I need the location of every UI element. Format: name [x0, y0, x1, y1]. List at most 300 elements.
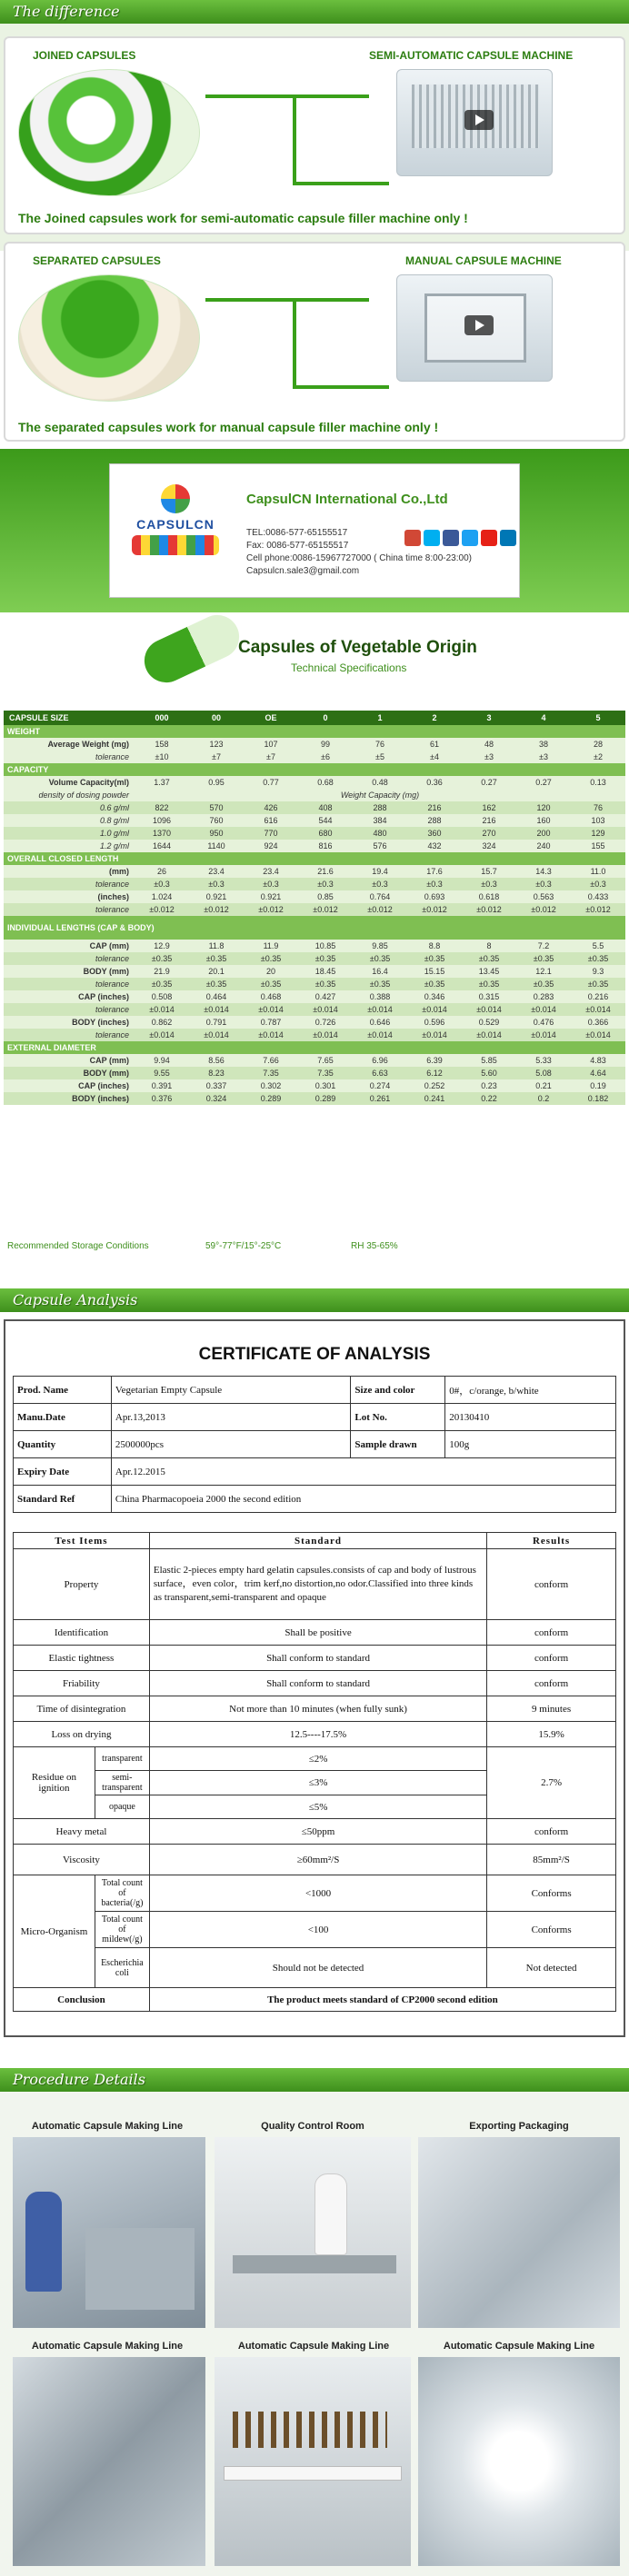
- table-cell: 103: [571, 814, 625, 827]
- skype-icon[interactable]: [424, 530, 440, 546]
- table-cell: ±0.35: [189, 978, 244, 990]
- table-cell: 0.289: [298, 1092, 353, 1105]
- table-cell: ±0.35: [298, 978, 353, 990]
- spec-row-body-in: [4, 1016, 625, 1029]
- company-fax: Fax: 0086-577-65155517: [246, 541, 349, 551]
- spec-section-external: [4, 1041, 625, 1054]
- label-semi-auto-machine: SEMI-AUTOMATIC CAPSULE MACHINE: [369, 49, 574, 62]
- table-cell: 7.35: [298, 1067, 353, 1079]
- table-cell: 14.3: [516, 865, 571, 878]
- table-cell: 544: [298, 814, 353, 827]
- row-label: BODY (inches): [4, 1092, 135, 1105]
- photo-quality-control-room: [215, 2137, 411, 2328]
- table-cell: 0.95: [189, 776, 244, 789]
- table-cell: 11.8: [189, 940, 244, 952]
- table-cell: 9.55: [135, 1067, 189, 1079]
- photo-title: Automatic Capsule Making Line: [31, 2121, 184, 2132]
- micro-bacteria-standard: <1000: [149, 1875, 486, 1912]
- table-cell: 200: [516, 827, 571, 840]
- test-disintegration-label: Time of disintegration: [14, 1696, 150, 1722]
- table-cell: ±7: [244, 751, 298, 763]
- table-cell: ±0.3: [571, 878, 625, 890]
- table-cell: ±0.3: [407, 878, 462, 890]
- weight-capacity-label: Weight Capacity (mg): [135, 789, 625, 801]
- spec-row-ext-body-mm: [4, 1067, 625, 1079]
- spec-section-closed-length: [4, 852, 625, 865]
- table-cell: ±0.014: [135, 1029, 189, 1041]
- panel-separated-capsules: [4, 242, 625, 442]
- table-cell: 0.529: [462, 1016, 516, 1029]
- table-cell: 0.289: [244, 1092, 298, 1105]
- table-cell: 360: [407, 827, 462, 840]
- table-cell: ±0.35: [298, 952, 353, 965]
- conclusion-text: The product meets standard of CP2000 second edition: [149, 1988, 615, 2012]
- table-cell: 680: [298, 827, 353, 840]
- table-cell: ±0.014: [298, 1003, 353, 1016]
- sample-value: 100g: [445, 1431, 616, 1458]
- table-cell: ±0.014: [462, 1029, 516, 1041]
- photo-title: Automatic Capsule Making Line: [237, 2341, 390, 2352]
- spec-row-ext-body-in: [4, 1092, 625, 1105]
- certificate-info-table: [13, 1376, 616, 1513]
- storage-humidity: RH 35-65%: [351, 1241, 398, 1251]
- test-heavy-label: Heavy metal: [14, 1819, 150, 1845]
- table-cell: 0.261: [353, 1092, 407, 1105]
- joined-capsules-image: [18, 69, 200, 196]
- table-cell: 23.4: [244, 865, 298, 878]
- table-cell: 5.85: [462, 1054, 516, 1067]
- residue-transparent-standard: ≤2%: [149, 1747, 486, 1771]
- prod-name-label: Prod. Name: [14, 1377, 112, 1404]
- facebook-icon[interactable]: [443, 530, 459, 546]
- table-cell: 384: [353, 814, 407, 827]
- lot-label: Lot No.: [351, 1404, 445, 1431]
- table-cell: ±0.35: [516, 952, 571, 965]
- column-header-4: 4: [516, 711, 571, 725]
- table-cell: 0.22: [462, 1092, 516, 1105]
- head-standard: Standard: [149, 1533, 486, 1549]
- test-disintegration-standard: Not more than 10 minutes (when fully sunk): [149, 1696, 486, 1722]
- table-cell: ±0.012: [298, 903, 353, 916]
- row-label: BODY (mm): [4, 1067, 135, 1079]
- table-cell: ±0.35: [462, 978, 516, 990]
- table-cell: 0.19: [571, 1079, 625, 1092]
- table-cell: 1.024: [135, 890, 189, 903]
- table-cell: 0.563: [516, 890, 571, 903]
- table-cell: 5.33: [516, 1054, 571, 1067]
- spec-row-ext-cap-mm: [4, 1054, 625, 1067]
- table-cell: 0.726: [298, 1016, 353, 1029]
- test-elastic-standard: Shall conform to standard: [149, 1646, 486, 1671]
- spec-section-capacity: [4, 763, 625, 776]
- table-cell: 216: [462, 814, 516, 827]
- table-cell: 7.66: [244, 1054, 298, 1067]
- spec-title: Capsules of Vegetable Origin: [238, 638, 477, 657]
- table-cell: 0.921: [244, 890, 298, 903]
- test-friability-result: conform: [487, 1671, 616, 1696]
- micro-bacteria-result: Conforms: [487, 1875, 616, 1912]
- google-plus-icon[interactable]: [404, 530, 421, 546]
- logo-capsules-image: [132, 535, 219, 555]
- table-cell: 15.15: [407, 965, 462, 978]
- test-property-label: Property: [14, 1549, 150, 1620]
- table-cell: 19.4: [353, 865, 407, 878]
- separated-capsules-image: [18, 274, 200, 402]
- green-capsule-image: [137, 608, 246, 690]
- table-cell: ±0.014: [298, 1029, 353, 1041]
- table-cell: ±0.3: [462, 878, 516, 890]
- column-header-0: 0: [298, 711, 353, 725]
- table-cell: ±0.014: [571, 1029, 625, 1041]
- table-cell: 0.13: [571, 776, 625, 789]
- arrow-connector: [293, 298, 296, 389]
- table-cell: 16.4: [353, 965, 407, 978]
- row-label: BODY (inches): [4, 1016, 135, 1029]
- row-label: 0.6 g/ml: [4, 801, 135, 814]
- section-label: INDIVIDUAL LENGTHS (CAP & BODY): [4, 916, 625, 940]
- table-cell: 6.12: [407, 1067, 462, 1079]
- table-cell: ±0.35: [135, 952, 189, 965]
- test-residue-result: 2.7%: [487, 1747, 616, 1819]
- table-cell: 324: [462, 840, 516, 852]
- table-cell: 23.4: [189, 865, 244, 878]
- table-cell: ±0.35: [244, 978, 298, 990]
- arrow-connector: [205, 298, 369, 302]
- company-email: Capsulcn.sale3@gmail.com: [246, 566, 360, 576]
- test-friability-standard: Shall conform to standard: [149, 1671, 486, 1696]
- table-cell: 426: [244, 801, 298, 814]
- table-cell: 0.23: [462, 1079, 516, 1092]
- logo-text: CAPSULCN: [136, 517, 215, 532]
- spec-row-cap-in-tol: [4, 1003, 625, 1016]
- table-cell: 6.63: [353, 1067, 407, 1079]
- row-label: tolerance: [4, 1029, 135, 1041]
- table-cell: 7.2: [516, 940, 571, 952]
- residue-opaque-standard: ≤5%: [149, 1795, 486, 1819]
- micro-bacteria-label: Total count of bacteria(/g): [95, 1875, 149, 1912]
- table-cell: 21.6: [298, 865, 353, 878]
- prod-name-value: Vegetarian Empty Capsule: [111, 1377, 351, 1404]
- table-cell: 0.27: [516, 776, 571, 789]
- certificate-title: CERTIFICATE OF ANALYSIS: [198, 1345, 431, 1364]
- table-cell: 816: [298, 840, 353, 852]
- table-cell: 0.427: [298, 990, 353, 1003]
- table-cell: 0.862: [135, 1016, 189, 1029]
- certificate-frame: [4, 1319, 625, 2037]
- photo-capsule-making-line-2: [13, 2357, 205, 2566]
- test-viscosity-standard: ≥60mm²/S: [149, 1845, 486, 1875]
- row-label: Average Weight (mg): [4, 738, 135, 751]
- row-label: (inches): [4, 890, 135, 903]
- spec-table: [4, 711, 625, 1105]
- table-cell: 20.1: [189, 965, 244, 978]
- column-header-2: 2: [407, 711, 462, 725]
- table-cell: ±0.012: [516, 903, 571, 916]
- test-identification-standard: Shall be positive: [149, 1620, 486, 1646]
- table-cell: ±0.3: [298, 878, 353, 890]
- table-cell: 0.596: [407, 1016, 462, 1029]
- table-cell: ±0.012: [571, 903, 625, 916]
- spec-row-cap-08: [4, 814, 625, 827]
- table-cell: 76: [353, 738, 407, 751]
- table-cell: 0.791: [189, 1016, 244, 1029]
- spec-section-weight: [4, 725, 625, 738]
- table-cell: 28: [571, 738, 625, 751]
- row-label: Volume Capacity(ml): [4, 776, 135, 789]
- table-cell: 480: [353, 827, 407, 840]
- label-separated-capsules: SEPARATED CAPSULES: [33, 254, 161, 267]
- table-cell: ±0.014: [244, 1029, 298, 1041]
- label-manual-machine: MANUAL CAPSULE MACHINE: [405, 254, 562, 267]
- test-elastic-result: conform: [487, 1646, 616, 1671]
- conclusion-label: Conclusion: [14, 1988, 150, 2012]
- test-property-result: conform: [487, 1549, 616, 1620]
- table-cell: 7.35: [244, 1067, 298, 1079]
- test-identification-label: Identification: [14, 1620, 150, 1646]
- micro-ecoli-standard: Should not be detected: [149, 1948, 486, 1988]
- table-cell: ±0.3: [135, 878, 189, 890]
- arrow-connector: [205, 94, 369, 98]
- test-viscosity-label: Viscosity: [14, 1845, 150, 1875]
- note-joined-capsules: The Joined capsules work for semi-automatic capsule filler machine only !: [18, 211, 468, 225]
- table-cell: 770: [244, 827, 298, 840]
- spec-row-body-mm-tol: [4, 978, 625, 990]
- storage-temperature: 59°-77°F/15°-25°C: [205, 1241, 282, 1251]
- spec-row-cap-in: [4, 990, 625, 1003]
- table-cell: 0.301: [298, 1079, 353, 1092]
- table-cell: 5.60: [462, 1067, 516, 1079]
- photo-exporting-packaging: [418, 2137, 620, 2328]
- company-tel: TEL:0086-577-65155517: [246, 528, 348, 538]
- head-test-items: Test Items: [14, 1533, 150, 1549]
- size-color-label: Size and color: [351, 1377, 445, 1404]
- spec-row-closed-in: [4, 890, 625, 903]
- photo-title: Exporting Packaging: [469, 2121, 569, 2132]
- spec-section-individual: [4, 916, 625, 940]
- test-heavy-result: conform: [487, 1819, 616, 1845]
- table-cell: 822: [135, 801, 189, 814]
- company-name: CapsulCN International Co.,Ltd: [246, 492, 448, 507]
- row-label: 1.0 g/ml: [4, 827, 135, 840]
- table-cell: ±0.014: [516, 1003, 571, 1016]
- table-cell: ±0.35: [571, 952, 625, 965]
- table-cell: 11.0: [571, 865, 625, 878]
- table-cell: ±5: [353, 751, 407, 763]
- spec-row-ext-cap-in: [4, 1079, 625, 1092]
- table-cell: 61: [407, 738, 462, 751]
- table-cell: ±0.35: [244, 952, 298, 965]
- table-cell: ±0.3: [244, 878, 298, 890]
- table-cell: 8.56: [189, 1054, 244, 1067]
- table-cell: 0.36: [407, 776, 462, 789]
- panel-joined-capsules: [4, 36, 625, 234]
- photo-title: Automatic Capsule Making Line: [443, 2341, 595, 2352]
- video-play-button[interactable]: [464, 315, 494, 335]
- manu-date-value: Apr.13,2013: [111, 1404, 351, 1431]
- table-cell: 26: [135, 865, 189, 878]
- micro-mildew-result: Conforms: [487, 1912, 616, 1948]
- table-cell: ±0.012: [244, 903, 298, 916]
- table-cell: ±0.012: [135, 903, 189, 916]
- table-cell: 0.68: [298, 776, 353, 789]
- column-header-5: 5: [571, 711, 625, 725]
- spec-row-cap-10: [4, 827, 625, 840]
- table-cell: 11.9: [244, 940, 298, 952]
- table-cell: 570: [189, 801, 244, 814]
- section-header-analysis: Capsule Analysis: [0, 1288, 629, 1312]
- table-cell: 8.8: [407, 940, 462, 952]
- spec-row-closed-mm: [4, 865, 625, 878]
- photo-title: Quality Control Room: [261, 2121, 364, 2132]
- row-label: (mm): [4, 865, 135, 878]
- table-cell: ±2: [571, 751, 625, 763]
- test-elastic-label: Elastic tightness: [14, 1646, 150, 1671]
- expiry-value: Apr.12.2015: [111, 1458, 615, 1486]
- micro-mildew-label: Total count of mildew(/g): [95, 1912, 149, 1948]
- table-cell: ±0.012: [189, 903, 244, 916]
- table-cell: ±4: [407, 751, 462, 763]
- table-cell: 0.21: [516, 1079, 571, 1092]
- semi-auto-machine-image: [396, 69, 553, 176]
- arrow-connector: [293, 385, 389, 389]
- table-cell: 6.39: [407, 1054, 462, 1067]
- arrow-connector: [293, 94, 296, 185]
- table-cell: 0.388: [353, 990, 407, 1003]
- certificate-test-table: [13, 1532, 616, 2012]
- row-label: tolerance: [4, 1003, 135, 1016]
- table-cell: ±0.014: [571, 1003, 625, 1016]
- table-cell: ±0.35: [353, 978, 407, 990]
- table-cell: ±0.012: [462, 903, 516, 916]
- spec-row-cap-06: [4, 801, 625, 814]
- test-disintegration-result: 9 minutes: [487, 1696, 616, 1722]
- table-cell: 240: [516, 840, 571, 852]
- section-label: CAPACITY: [4, 763, 625, 776]
- logo-mark-icon: [161, 484, 190, 513]
- table-cell: 160: [516, 814, 571, 827]
- table-cell: ±0.35: [353, 952, 407, 965]
- twitter-icon[interactable]: [462, 530, 478, 546]
- table-cell: 15.7: [462, 865, 516, 878]
- quantity-label: Quantity: [14, 1431, 112, 1458]
- table-cell: ±0.014: [244, 1003, 298, 1016]
- spec-row-cap-mm-tol: [4, 952, 625, 965]
- table-cell: 760: [189, 814, 244, 827]
- row-label: tolerance: [4, 978, 135, 990]
- table-cell: 0.315: [462, 990, 516, 1003]
- table-cell: 1140: [189, 840, 244, 852]
- table-cell: 0.366: [571, 1016, 625, 1029]
- expiry-label: Expiry Date: [14, 1458, 112, 1486]
- micro-ecoli-result: Not detected: [487, 1948, 616, 1988]
- row-label: CAP (inches): [4, 1079, 135, 1092]
- spec-subtitle: Technical Specifications: [291, 661, 407, 674]
- table-cell: 129: [571, 827, 625, 840]
- table-cell: ±0.012: [407, 903, 462, 916]
- lot-value: 20130410: [445, 1404, 616, 1431]
- test-identification-result: conform: [487, 1620, 616, 1646]
- quantity-value: 2500000pcs: [111, 1431, 351, 1458]
- test-property-standard: Elastic 2-pieces empty hard gelatin capsules.consists of cap and body of lustrous surface，even color，trim kerf,no distortion,no odor.Classified into three kinds as transparent,semi-transparent and opaque: [149, 1549, 486, 1620]
- table-cell: 924: [244, 840, 298, 852]
- table-cell: 0.433: [571, 890, 625, 903]
- table-cell: 0.182: [571, 1092, 625, 1105]
- column-header-size: CAPSULE SIZE: [4, 711, 135, 725]
- table-cell: ±6: [298, 751, 353, 763]
- table-cell: ±0.014: [353, 1003, 407, 1016]
- size-color-value: 0#，c/orange, b/white: [445, 1377, 616, 1404]
- table-cell: ±0.014: [189, 1029, 244, 1041]
- storage-conditions-label: Recommended Storage Conditions: [7, 1241, 149, 1251]
- row-label: CAP (mm): [4, 1054, 135, 1067]
- table-cell: 288: [353, 801, 407, 814]
- table-cell: 0.693: [407, 890, 462, 903]
- table-cell: 0.216: [571, 990, 625, 1003]
- table-cell: ±0.014: [135, 1003, 189, 1016]
- table-cell: 0.2: [516, 1092, 571, 1105]
- table-cell: ±0.014: [407, 1029, 462, 1041]
- table-cell: 1096: [135, 814, 189, 827]
- test-friability-label: Friability: [14, 1671, 150, 1696]
- table-cell: 216: [407, 801, 462, 814]
- table-cell: ±7: [189, 751, 244, 763]
- table-cell: 0.921: [189, 890, 244, 903]
- table-cell: 0.646: [353, 1016, 407, 1029]
- spec-row-volume-capacity: [4, 776, 625, 789]
- linkedin-icon[interactable]: [500, 530, 516, 546]
- table-cell: 123: [189, 738, 244, 751]
- row-label: tolerance: [4, 878, 135, 890]
- table-cell: ±0.35: [407, 978, 462, 990]
- table-cell: ±10: [135, 751, 189, 763]
- spec-row-cap-mm: [4, 940, 625, 952]
- row-label: tolerance: [4, 952, 135, 965]
- table-cell: 5.08: [516, 1067, 571, 1079]
- table-cell: 0.274: [353, 1079, 407, 1092]
- video-play-button[interactable]: [464, 110, 494, 130]
- residue-transparent-label: transparent: [95, 1747, 149, 1771]
- company-cell: Cell phone:0086-15967727000 ( China time 8:00-23:00): [246, 553, 472, 563]
- table-cell: 0.376: [135, 1092, 189, 1105]
- manual-machine-image: [396, 274, 553, 382]
- table-cell: 0.787: [244, 1016, 298, 1029]
- column-header-OE: OE: [244, 711, 298, 725]
- table-cell: 0.27: [462, 776, 516, 789]
- table-cell: 9.94: [135, 1054, 189, 1067]
- spec-row-density-note: [4, 789, 625, 801]
- test-loss-standard: 12.5----17.5%: [149, 1722, 486, 1747]
- table-cell: 13.45: [462, 965, 516, 978]
- table-cell: 7.65: [298, 1054, 353, 1067]
- residue-opaque-label: opaque: [95, 1795, 149, 1819]
- column-header-00: 00: [189, 711, 244, 725]
- youtube-icon[interactable]: [481, 530, 497, 546]
- test-viscosity-result: 85mm²/S: [487, 1845, 616, 1875]
- density-label: density of dosing powder: [4, 789, 135, 801]
- table-cell: 20: [244, 965, 298, 978]
- photo-capsule-making-line-3: [215, 2357, 411, 2566]
- row-label: tolerance: [4, 751, 135, 763]
- table-cell: ±0.3: [189, 878, 244, 890]
- spec-row-avg-tolerance: [4, 751, 625, 763]
- social-icons: [404, 530, 516, 546]
- table-cell: 0.283: [516, 990, 571, 1003]
- table-cell: ±0.35: [189, 952, 244, 965]
- table-cell: 0.508: [135, 990, 189, 1003]
- table-cell: 0.85: [298, 890, 353, 903]
- standard-ref-label: Standard Ref: [14, 1486, 112, 1513]
- table-cell: ±0.014: [516, 1029, 571, 1041]
